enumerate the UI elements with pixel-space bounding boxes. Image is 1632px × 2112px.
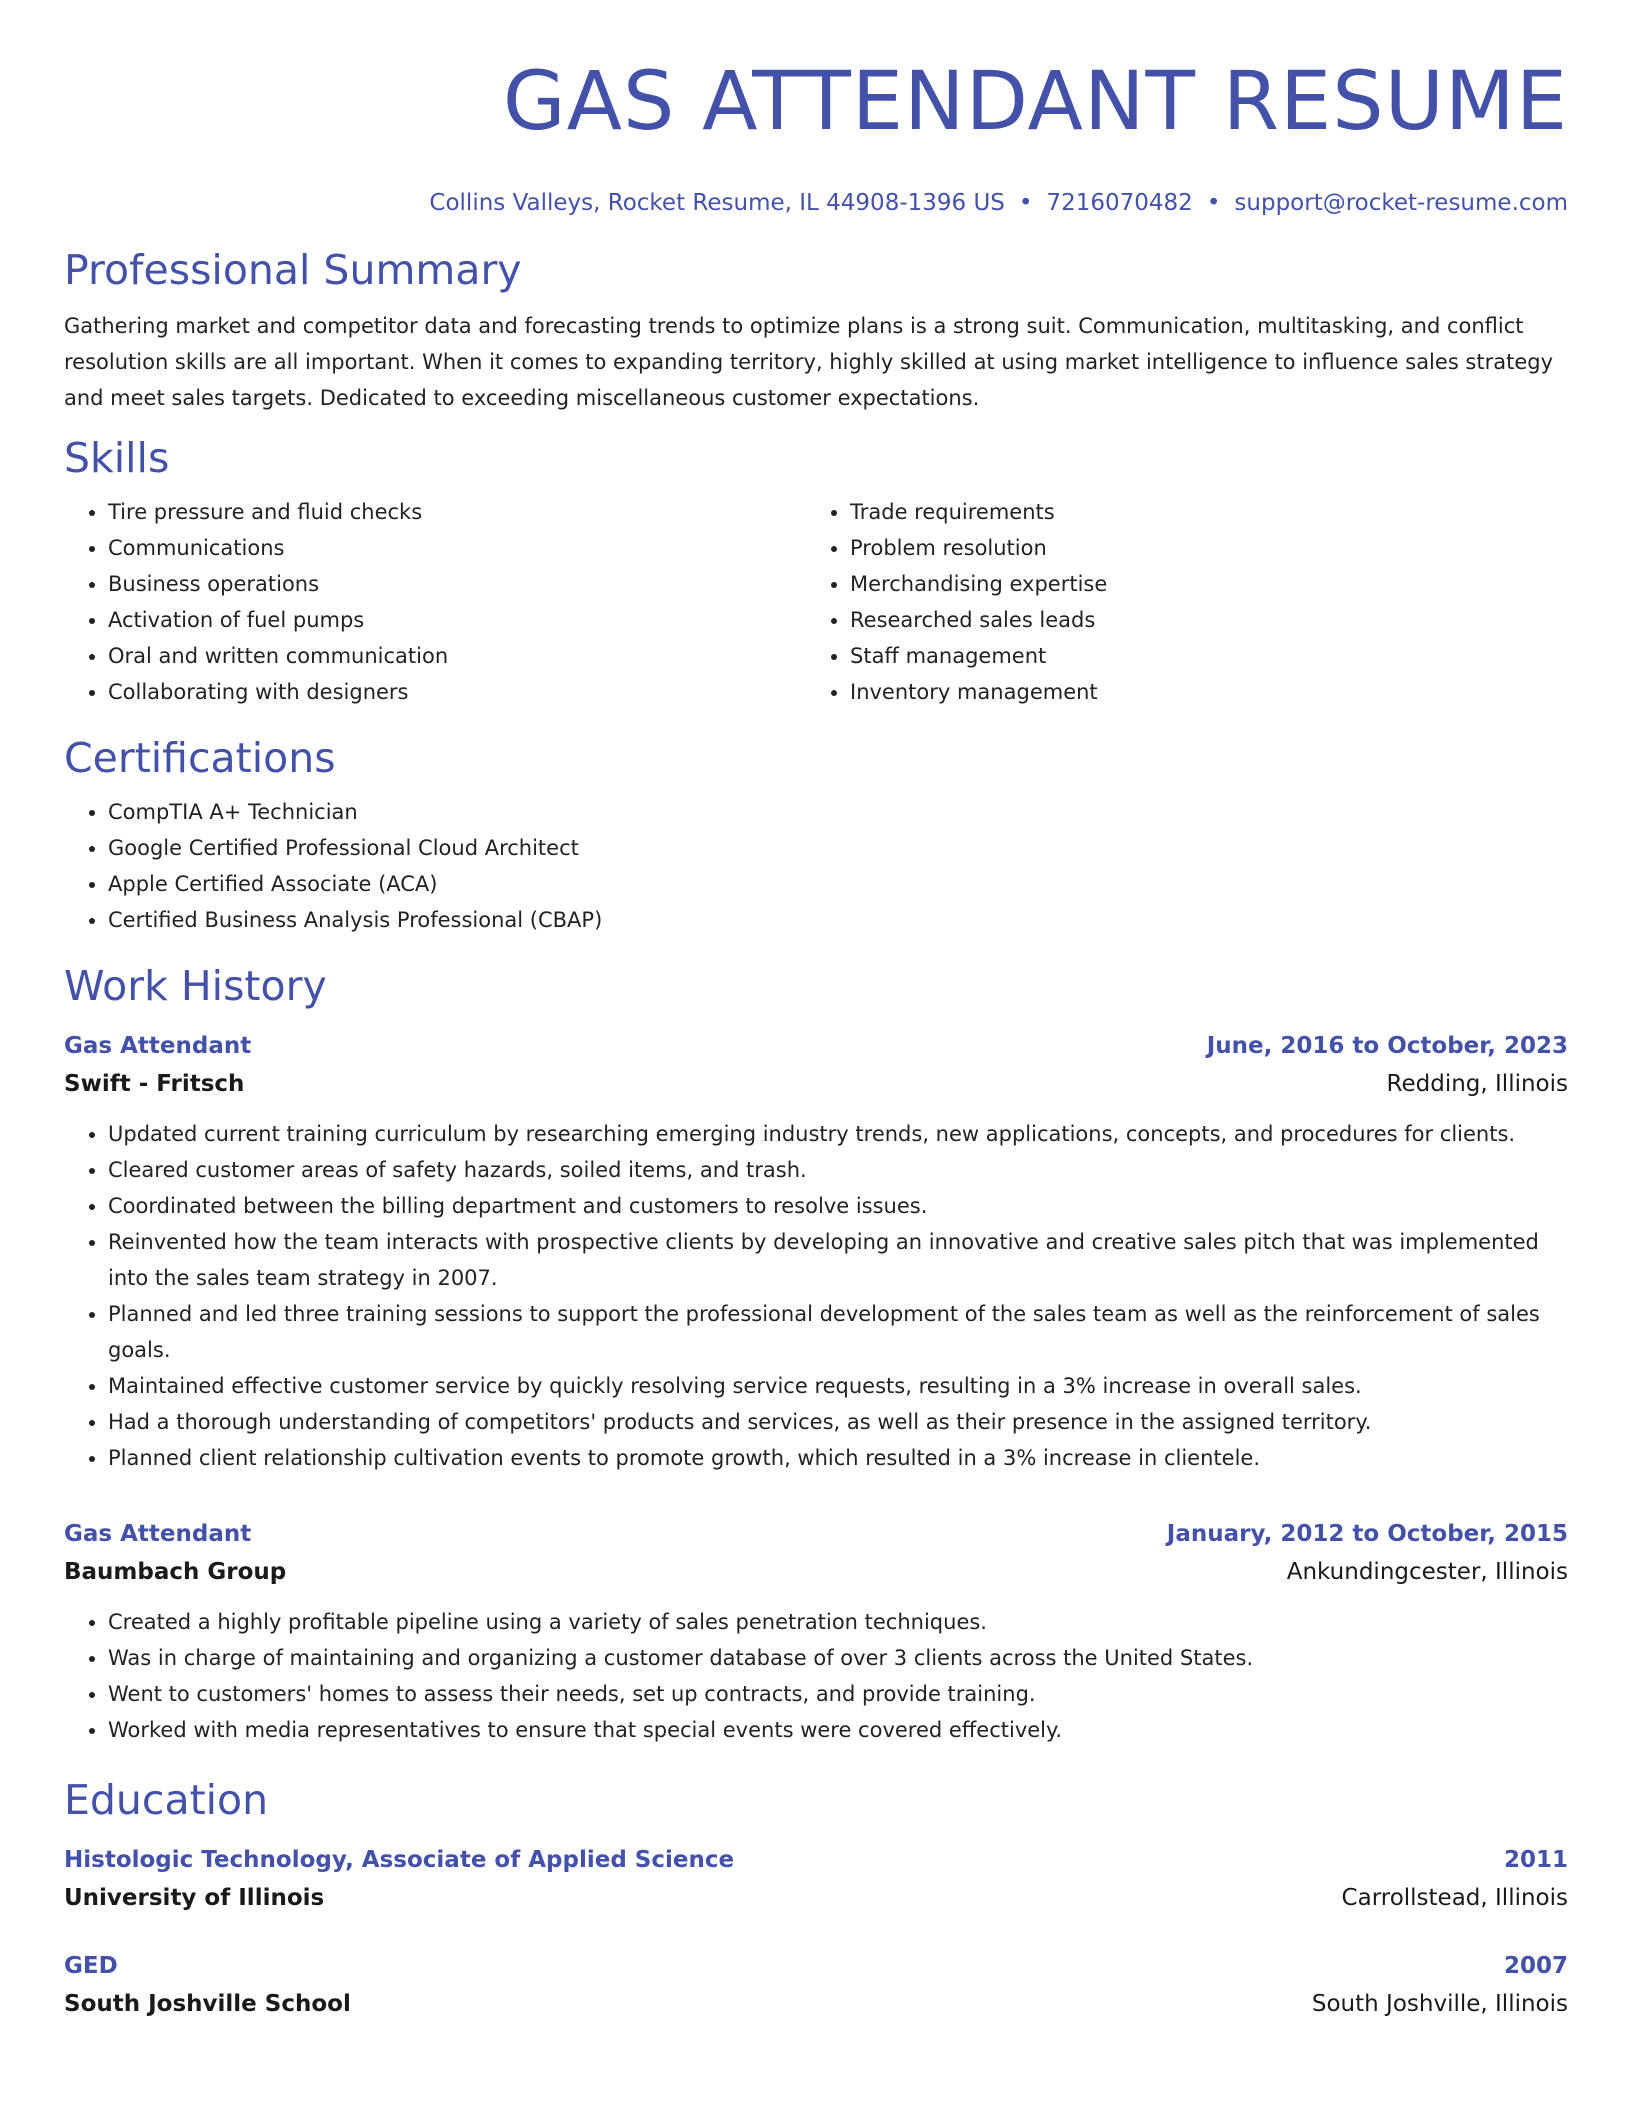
skill-item: • Trade requirements	[850, 494, 1568, 530]
skill-item: • Business operations	[108, 566, 806, 602]
job-bullet: • Coordinated between the billing department and customers to resolve issues.	[108, 1188, 1568, 1224]
certification-item: • Certified Business Analysis Professional (CBAP)	[108, 902, 1568, 938]
skills-section	[64, 432, 1568, 710]
education-entry	[64, 1948, 1568, 2024]
skills-list-right	[806, 494, 1568, 710]
job-bullet: • Planned client relationship cultivation events to promote growth, which resulted in a 3% increase in clientele.	[108, 1440, 1568, 1476]
job-dates: January, 2012 to October, 2015	[1166, 1521, 1568, 1547]
certification-item: • Google Certified Professional Cloud Architect	[108, 830, 1568, 866]
education-school-row	[64, 1984, 1568, 2024]
contact-phone: 7216070482	[1046, 190, 1193, 216]
education-school: University of Illinois	[64, 1885, 325, 1911]
education-entry	[64, 1842, 1568, 1918]
resume-header	[64, 52, 1568, 218]
job-company: Swift - Fritsch	[64, 1071, 245, 1097]
education-degree: GED	[64, 1953, 118, 1979]
resume-title: GAS ATTENDANT RESUME	[502, 55, 1568, 149]
skill-item: • Tire pressure and fluid checks	[108, 494, 806, 530]
job-bullets	[64, 1604, 1568, 1748]
contact-separator: •	[1018, 190, 1033, 216]
skill-item: • Activation of fuel pumps	[108, 602, 806, 638]
job-title-row	[64, 1028, 1568, 1064]
job-title-row	[64, 1516, 1568, 1552]
job-bullet: • Was in charge of maintaining and organizing a customer database of over 3 clients across the United States.	[108, 1640, 1568, 1676]
job-bullet: • Planned and led three training sessions to support the professional development of the sales team as well as the reinforcement of sales goals.	[108, 1296, 1568, 1368]
work-history-section	[64, 960, 1568, 1748]
job-bullet: • Updated current training curriculum by researching emerging industry trends, new applications, concepts, and procedures for clients.	[108, 1116, 1568, 1152]
job-company-row	[64, 1064, 1568, 1104]
skills-list-left	[64, 494, 806, 710]
skill-item: • Collaborating with designers	[108, 674, 806, 710]
education-section	[64, 1774, 1568, 2024]
skill-item: • Inventory management	[850, 674, 1568, 710]
job-bullet: • Worked with media representatives to ensure that special events were covered effectively.	[108, 1712, 1568, 1748]
skills-grid	[64, 494, 1568, 710]
education-degree-row	[64, 1842, 1568, 1878]
job-location: Redding, Illinois	[1386, 1071, 1568, 1097]
education-year: 2011	[1503, 1847, 1568, 1873]
contact-separator: •	[1206, 190, 1221, 216]
job-role: Gas Attendant	[64, 1033, 252, 1059]
job-dates: June, 2016 to October, 2023	[1206, 1033, 1568, 1059]
section-title-skills: Skills	[64, 434, 170, 482]
certifications-list	[64, 794, 1568, 938]
job-company-row	[64, 1552, 1568, 1592]
contact-email[interactable]: support@rocket-resume.com	[1234, 190, 1568, 216]
job-bullet: • Cleared customer areas of safety hazards, soiled items, and trash.	[108, 1152, 1568, 1188]
section-title-certifications: Certifications	[64, 734, 336, 782]
skill-item: • Communications	[108, 530, 806, 566]
skill-item: • Merchandising expertise	[850, 566, 1568, 602]
section-title-education: Education	[64, 1776, 269, 1824]
education-year: 2007	[1503, 1953, 1568, 1979]
certifications-section	[64, 732, 1568, 938]
certification-item: • Apple Certified Associate (ACA)	[108, 866, 1568, 902]
section-title-work-history: Work History	[64, 962, 327, 1010]
education-degree-row	[64, 1948, 1568, 1984]
skill-item: • Oral and written communication	[108, 638, 806, 674]
job-bullet: • Maintained effective customer service by quickly resolving service requests, resulting in a 3% increase in overall sales.	[108, 1368, 1568, 1404]
job-location: Ankundingcester, Illinois	[1286, 1559, 1568, 1585]
education-degree: Histologic Technology, Associate of Applied Science	[64, 1847, 735, 1873]
certification-item: • CompTIA A+ Technician	[108, 794, 1568, 830]
contact-address: Collins Valleys, Rocket Resume, IL 44908-1396 US	[429, 190, 1005, 216]
job-bullets	[64, 1116, 1568, 1476]
education-school-row	[64, 1878, 1568, 1918]
job-bullet: • Created a highly profitable pipeline using a variety of sales penetration techniques.	[108, 1604, 1568, 1640]
summary-text: Gathering market and competitor data and forecasting trends to optimize plans is a strong suit. Communication, multitasking, and conflict resolution skills are all important. When it comes to expanding territory, highly skilled at using market intelligence to influence sales strategy and meet sales targets. Dedicated to exceeding miscellaneous customer expectations.	[64, 314, 1554, 410]
job-entry	[64, 1028, 1568, 1476]
job-bullet: • Reinvented how the team interacts with prospective clients by developing an innovative and creative sales pitch that was implemented into the sales team strategy in 2007.	[108, 1224, 1568, 1296]
job-role: Gas Attendant	[64, 1521, 252, 1547]
education-school: South Joshville School	[64, 1991, 351, 2017]
education-location: Carrollstead, Illinois	[1341, 1885, 1568, 1911]
section-title-summary: Professional Summary	[64, 246, 522, 294]
summary-section	[64, 244, 1568, 416]
contact-line	[64, 188, 1568, 218]
job-company: Baumbach Group	[64, 1559, 287, 1585]
skill-item: • Researched sales leads	[850, 602, 1568, 638]
education-location: South Joshville, Illinois	[1311, 1991, 1568, 2017]
job-bullet: • Had a thorough understanding of competitors' products and services, as well as their presence in the assigned territory.	[108, 1404, 1568, 1440]
job-bullet: • Went to customers' homes to assess their needs, set up contracts, and provide training.	[108, 1676, 1568, 1712]
skill-item: • Staff management	[850, 638, 1568, 674]
job-entry	[64, 1516, 1568, 1748]
skill-item: • Problem resolution	[850, 530, 1568, 566]
